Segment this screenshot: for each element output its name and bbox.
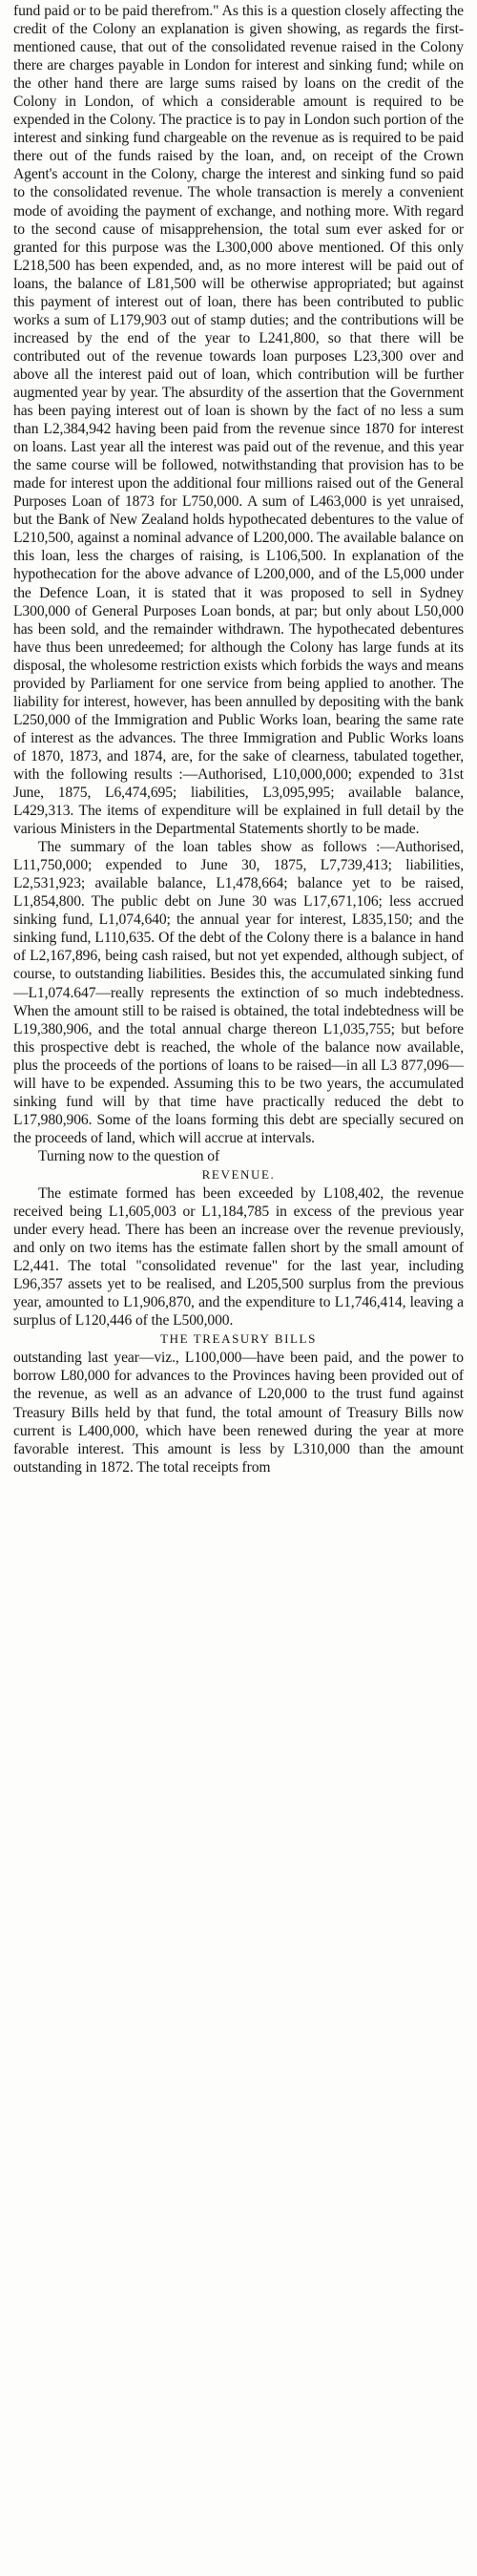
paragraph-treasury-bills: outstanding last year—viz., L100,000—have been paid, and the power to borrow L80,000 for advances to the Provinces having been provided out of the revenue, as well as an advance of L20,000 to the trust fund against Treasury Bills held by that fund, the total amount of Treasury Bills now current is L400,000, which have been renewed during the year at more favorable interest. This amount is less by L310,000 than the amount outstanding in 1872. The total receipts from [13, 1350, 464, 1476]
paragraph-revenue: The estimate formed has been exceeded by L108,402, the revenue received being L1,605,003 or L1,184,785 in excess of the previous year under every head. There has been an increase over the revenue previously, and only on two items has the estimate fallen short by the small amount of L2,441. The total "consolidated revenue" for the last year, including L96,357 assets yet to be realised, and L205,500 surplus from the previous year, amounted to L1,906,870, and the expenditure to L1,746,414, leaving a surplus of L120,446 of the L500,000. [13, 1185, 464, 1330]
article-column [13, 2, 464, 1476]
heading-treasury-bills: THE TREASURY BILLS [160, 1331, 317, 1347]
paragraph-turning: Turning now to the question of [38, 1147, 220, 1164]
paragraph-loan-summary: The summary of the loan tables show as follows :—Authorised, L11,750,000; expended to June 30, 1875, L7,739,413; liabilities, L2,531,923; available balance, L1,478,664; balance yet to be raised, L1,854,800. The public debt on June 30 was L17,671,106; less accrued sinking fund, L1,074,640; the annual year for interest, L835,150; and the sinking fund, L110,635. Of the debt of the Colony there is a balance in hand of L2,167,896, being cash raised, but not yet expended, although subject, of course, to outstanding liabilities. Besides this, the accumulated sinking fund—L1,074.647—really represents the extinction of so much indebtedness. When the amount still to be raised is obtained, the total indebtedness will be L19,380,906, and the total annual charge thereon L1,035,755; but before this prospective debt is reached, the whole of the balance now available, plus the proceeds of the portions of loans to be raised—in all L3 877,096—will have to be expended. Assuming this to be two years, the accumulated sinking fund will by that time have practically reduced the debt to L17,980,906. Some of the loans forming this debt are specially secured on the proceeds of land, which will accrue at intervals. [13, 839, 464, 1146]
paragraph-loan-explanation: fund paid or to be paid therefrom." As this is a question closely affecting the credit of the Colony an explanation is given showing, as regards the first-mentioned cause, that out of the consolidated revenue raised in the Colony there are charges payable in London for interest and sinking fund; while on the other hand there are large sums raised by loans on the credit of the Colony in London, of which a considerable amount is required to be expended in the Colony. The practice is to pay in London such portion of the interest and sinking fund chargeable on the revenue as is required to be paid there out of the funds raised by the loan, and, on receipt of the Crown Agent's account in the Colony, charge the interest and sinking fund so paid to the consolidated revenue. The whole transaction is merely a convenient mode of avoiding the payment of exchange, and nothing more. With regard to the second cause of misapprehension, the total sum ever asked for or granted for this purpose was the L300,000 above mentioned. Of this only L218,500 has been expended, and, as no more interest will be paid out of loans, the balance of L81,500 will be otherwise appropriated; but against this payment of interest out of loan, there has been contributed to public works a sum of L179,903 out of stamp duties; and the contributions will be increased by the end of the year to L241,800, so that there will be contributed out of the revenue towards loan purposes L23,300 over and above all the interest paid out of loan, which contribution will be further augmented year by year. The absurdity of the assertion that the Government has been paying interest out of loan is shown by the fact of no less a sum than L2,384,942 having been paid from the revenue since 1870 for interest on loans. Last year all the interest was paid out of the revenue, and this year the same course will be followed, notwithstanding that provision has to be made for interest upon the additional four millions raised out of the General Purposes Loan of 1873 for L750,000. A sum of L463,000 is yet unraised, but the Bank of New Zealand holds hypothecated debentures to the value of L210,500, against a nominal advance of L200,000. The available balance on this loan, less the charges of raising, is L106,500. In explanation of the hypothecation for the above advance of L200,000, and of the L5,000 under the Defence Loan, it is stated that it was proposed to sell in Sydney L300,000 of General Purposes Loan bonds, at par; but only about L50,000 has been sold, and the remainder withdrawn. The hypothecated debentures have thus been unredeemed; for although the Colony has large funds at its disposal, the wholesome restriction exists which forbids the ways and means provided by Parliament for one service from being applied to another. The liability for interest, however, has been annulled by depositing with the bank L250,000 of the Immigration and Public Works loan, bearing the same rate of interest as the advances. The three Immigration and Public Works loans of 1870, 1873, and 1874, are, for the sake of clearness, tabulated together, with the following results :—Authorised, L10,000,000; expended to 31st June, 1875, L6,474,695; liabilities, L3,095,995; available balance, L429,313. The items of expenditure will be explained in full detail by the various Ministers in the Departmental Statements shortly to be made. [13, 3, 464, 838]
heading-revenue: REVENUE. [201, 1167, 276, 1182]
